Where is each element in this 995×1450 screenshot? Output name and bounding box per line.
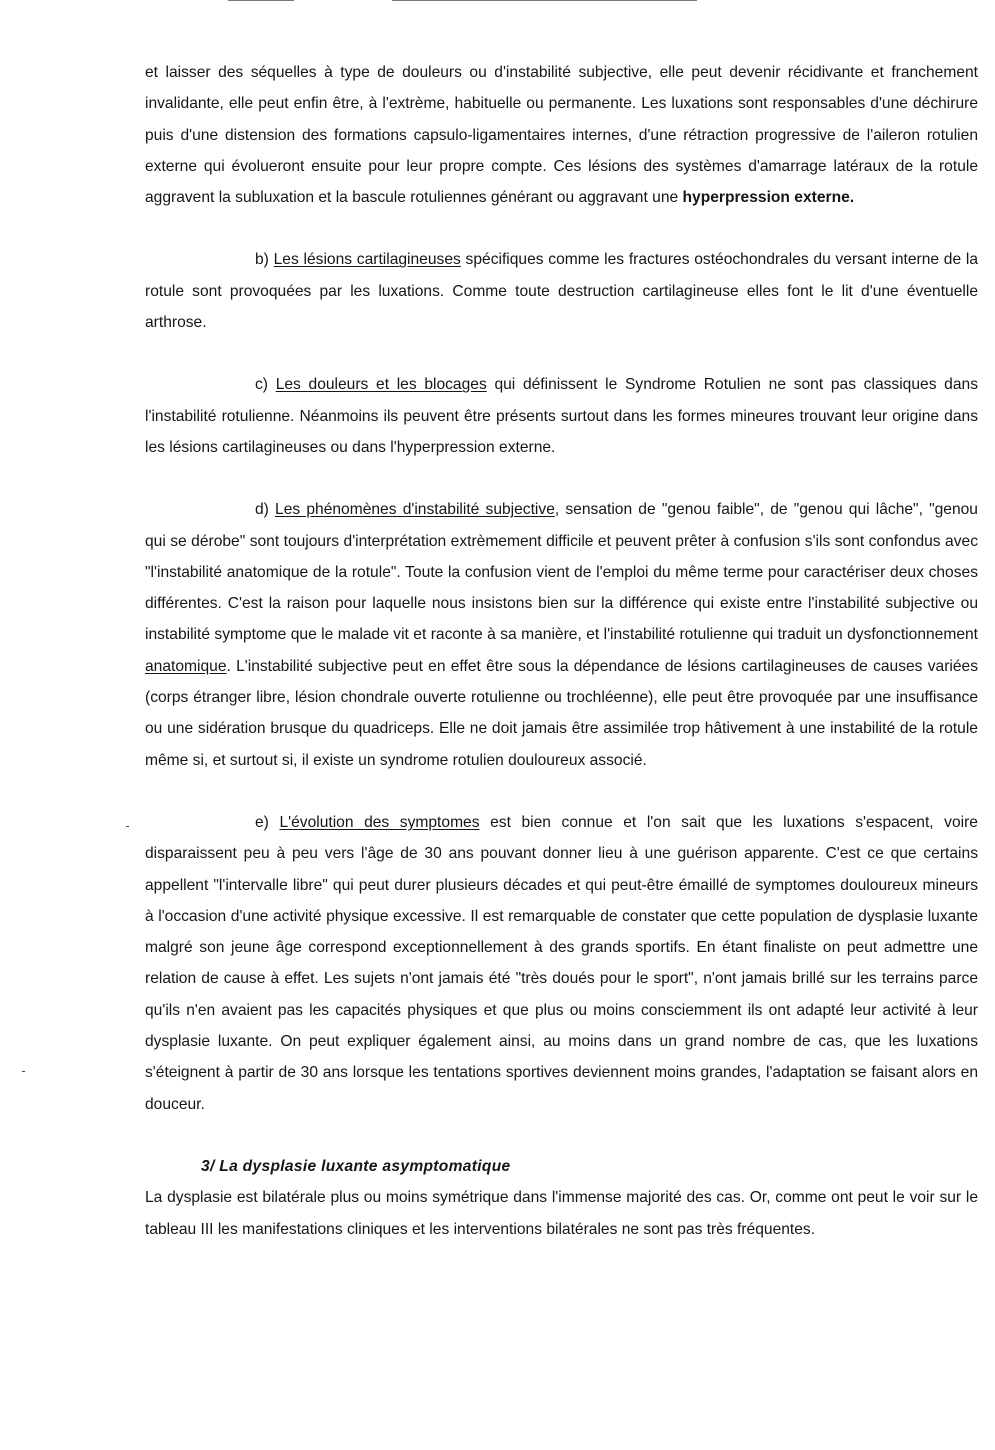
paragraph-e-symptom-evolution	[145, 807, 978, 1120]
paragraph-text: et laisser des séquelles à type de douleurs ou d'instabilité subjective, elle peut devenir récidivante et franchement invalidante, elle peut enfin être, à l'extrème, habituelle ou permanente. Les luxations sont responsables d'une déchirure puis d'une distension des formations capsulo-ligamentaires internes, d'une rétraction progressive de l'aileron rotulien externe qui évolueront ensuite pour leur propre compte. Ces lésions des systèmes d'amarrage latéraux de la rotule aggravent la subluxation et la bascule rotuliennes générant ou aggravant une	[145, 64, 978, 207]
document-page	[145, 57, 978, 1245]
scan-edge-mark	[392, 0, 697, 1]
item-label: b)	[255, 251, 269, 269]
paragraph-d-subjective-instability	[145, 494, 978, 776]
paragraph-text: , sensation de "genou faible", de "genou qui lâche", "genou qui se dérobe" sont toujours d'interprétation extrèmement difficile et peuvent prêter à confusion s'ils sont confondus avec "l'instabilité anatomique de la rotule". Toute la confusion vient de l'emploi du même terme pour caractériser deux choses différentes. C'est la raison pour laquelle nous insistons bien sur la différence qui existe entre l'instabilité subjective ou instabilité symptome que le malade vit et raconte à sa manière, et l'instabilité rotulienne qui traduit un dysfonctionnement	[145, 501, 978, 644]
bold-term: hyperpression externe.	[682, 189, 855, 207]
paragraph-text: spécifiques comme les fractures ostéochondrales du versant interne de la rotule sont provoquées par les luxations. Comme toute destruction cartilagineuse elles font le lit d'une éventuelle arthrose.	[145, 251, 978, 332]
item-label: c)	[255, 376, 268, 394]
paragraph-text: qui définissent le Syndrome Rotulien ne sont pas classiques dans l'instabilité rotulienne. Néanmoins ils peuvent être présents surtout dans les formes mineures trouvant leur origine dans les lésions cartilagineuses ou dans l'hyperpression externe.	[145, 376, 978, 456]
paragraph-b-cartilage-lesions	[145, 244, 978, 338]
paragraph-text: est bien connue et l'on sait que les luxations s'espacent, voire disparaissent peu à peu vers l'âge de 30 ans pouvant donner lieu à une guérison apparente. C'est ce que certains appellent "l'intervalle libre" qui peut durer plusieurs décades et qui peut-être émaillé de symptomes douloureux mineurs à l'occasion d'une activité physique excessive. Il est remarquable de constater que cette population de dysplasie luxante malgré son jeune âge correspond exceptionnellement à des grands sportifs. En étant finaliste on peut admettre une relation de cause à effet. Les sujets n'ont jamais été "très doués pour le sport", n'ont jamais brillé sur les terrains parce qu'ils n'en avaient pas les capacités physiques et que plus ou moins consciemment ils ont adapté leur activité à leur dysplasie luxante. On peut expliquer également ainsi, au moins dans un grand nombre de cas, que les luxations s'éteignent à partir de 30 ans lorsque les tentations sportives deviennent moins grandes, l'adaptation se faisant alors en douceur.	[145, 813, 978, 1113]
item-label: e)	[255, 813, 269, 831]
underlined-word: anatomique	[145, 657, 227, 675]
paragraph-asymptomatic: La dysplasie est bilatérale plus ou moins symétrique dans l'immense majorité des cas. Or, comme ont peut le voir sur le tableau III les manifestations cliniques et les interventions bilatérales ne sont pas très fréquentes.	[145, 1189, 978, 1238]
section-heading: 3/ La dysplasie luxante asymptomatique	[201, 1157, 511, 1175]
underlined-title: L'évolution des symptomes	[279, 813, 480, 831]
underlined-title: Les phénomènes d'instabilité subjective	[275, 501, 555, 519]
paragraph-text: . L'instabilité subjective peut en effet être sous la dépendance de lésions cartilagineuses de causes variées (corps étranger libre, lésion chondrale ouverte rotulienne ou trochléenne), elle peut être provoquée par une insuffisance ou une sidération brusque du quadriceps. Elle ne doit jamais être assimilée trop hâtivement à une instabilité de la rotule même si, et surtout si, il existe un syndrome rotulien douloureux associé.	[145, 657, 978, 769]
scan-speck	[22, 1071, 25, 1072]
scan-speck	[126, 826, 129, 827]
underlined-title: Les lésions cartilagineuses	[273, 251, 461, 269]
underlined-title: Les douleurs et les blocages	[275, 376, 487, 394]
scan-edge-mark	[228, 0, 294, 1]
paragraph-luxation-consequences	[145, 57, 978, 213]
paragraph-c-pain-blockages	[145, 369, 978, 463]
item-label: d)	[255, 501, 269, 519]
